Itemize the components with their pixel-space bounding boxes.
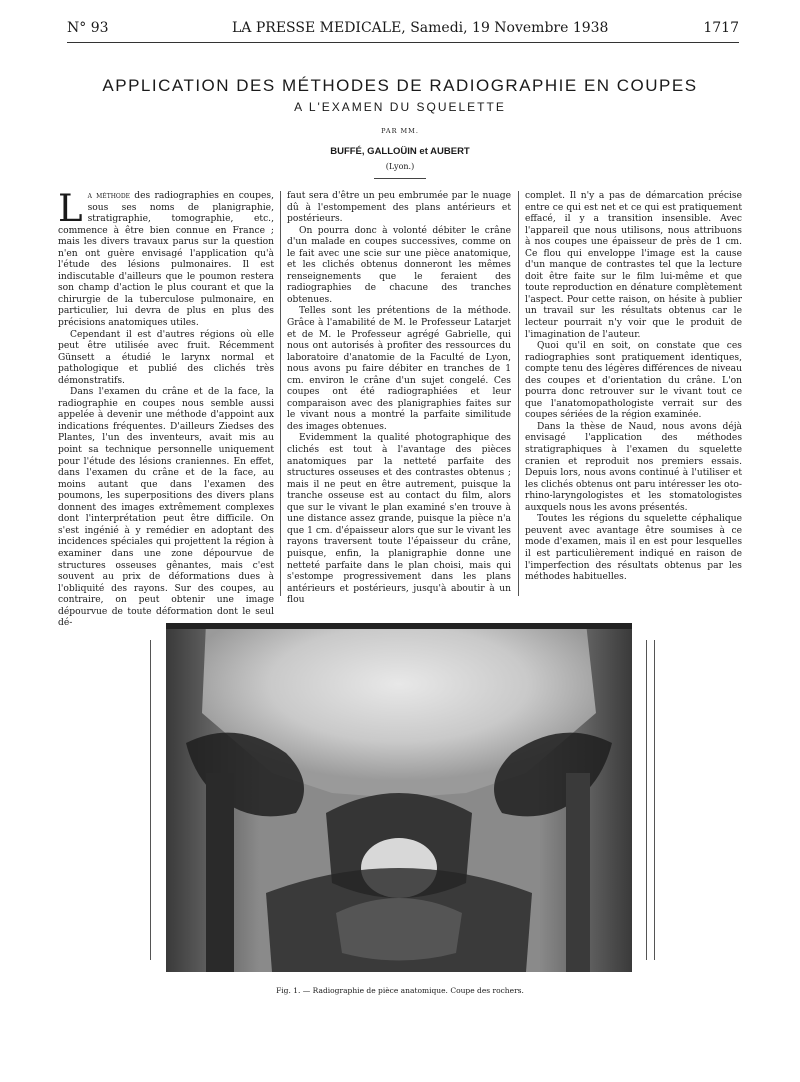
byline-par: PAR MM. — [381, 127, 419, 135]
author-location: (Lyon.) — [385, 162, 415, 171]
paragraph: Quoi qu'il en soit, on constate que ces radiographies sont pratiquement identiques, compte tenu des légères différences de niveau des coupes et d'orientation du crâne. L'on pourra donc retrouver sur le vivant tout ce que l'anatomopathologiste verrait sur des coupes sériées de la région examinée. — [525, 341, 742, 421]
paragraph: Evidemment la qualité photographique des clichés est tout à l'avantage des pièces anatomiques par la netteté parfaite des structures osseuses et des contrastes obtenus ; mais il ne peut en être autrement, puisque la tranche osseuse est au contact du film, alors que sur le vivant le plan examiné s'en trouve à une distance assez grande, puisque la pièce n'a que 1 cm. d'épaisseur alors que sur le vivant les rayons traversent toute l'épaisseur du crâne, puisque, enfin, la planigraphie donne une netteté parfaite dans le plan choisi, mais qui s'estompe progressivement dans les plans antérieurs et postérieurs, jusqu'à aboutir à un flou — [287, 433, 511, 606]
paragraph: On pourra donc à volonté débiter le crâne d'un malade en coupes successives, comme on le fait avec une scie sur une pièce anatomique, et les clichés obtenus donneront les mêmes renseignements que le feraient des radiographies de chacune des tranches obtenues. — [287, 225, 511, 305]
drop-cap: L — [58, 187, 83, 230]
column-divider — [280, 191, 281, 596]
issue-number: N° 93 — [67, 20, 109, 36]
paragraph: complet. Il n'y a pas de démarcation précise entre ce qui est net et ce qui est pratiquement effacé, il y a transition insensible. Avec l'appareil que nous utilisons, nous attribuons à nos coupes une épaisseur de près de 1 cm. Ce flou qui enveloppe l'image est la cause d'un manque de contrastes tel que la lecture doit être faite sur le film lui-même et que toute reproduction en dénature complètement l'aspect. Pour cette raison, on hésite à publier un travail sur les résultats obtenus car le lecteur pourrait n'y voir que le produit de l'imagination de l'auteur. — [525, 191, 742, 340]
text-column-2 — [287, 191, 511, 607]
paragraph: faut sera d'être un peu embrumée par le nuage dû à l'estompement des plans antérieurs et postérieurs. — [287, 191, 511, 225]
figure-side-rule — [654, 640, 655, 960]
journal-and-date: LA PRESSE MEDICALE, Samedi, 19 Novembre 1938 — [232, 20, 609, 36]
radiograph-figure — [166, 623, 632, 972]
running-header — [67, 20, 739, 43]
article-subtitle: A L'EXAMEN DU SQUELETTE — [294, 100, 506, 114]
lead-smallcaps: a méthode — [87, 191, 131, 201]
paragraph: Cependant il est d'autres régions où elle peut être utilisée avec fruit. Récemment Günsett a étudié le larynx normal et pathologique et publié des clichés très démonstratifs. — [58, 329, 274, 386]
column-divider — [518, 191, 519, 596]
paragraph: Dans la thèse de Naud, nous avons déjà envisagé l'application des méthodes stratigraphiques à l'examen du squelette cranien et reproduit nos premiers essais. Depuis lors, nous avons continué à l'utiliser et les clichés obtenus ont paru intéresser les oto-rhino-laryngologistes et les stomatologistes auxquels nous les avons présentés. — [525, 421, 742, 513]
paragraph: Toutes les régions du squelette céphalique peuvent avec avantage être soumises à ce mode d'examen, mais il en est pour lesquelles il est particulièrement indiqué en raison de l'imperfection des résultats obtenus par les méthodes habituelles. — [525, 514, 742, 583]
figure-side-rule — [150, 640, 151, 960]
radiograph-image — [166, 623, 632, 972]
paragraph: Dans l'examen du crâne et de la face, la radiographie en coupes nous semble aussi appelée à devenir une méthode d'appoint aux indications fréquentes. D'ailleurs Ziedses des Plantes, l'un des inventeurs, avait mis au point sa technique personnelle uniquement pour l'étude des lésions craniennes. En effet, dans l'examen du crâne et de la face, au moins autant que dans l'examen des poumons, les superpositions des divers plans donnent des images extrêmement complexes dont l'interprétation peut être difficile. On s'est ingénié à y remédier en adoptant des incidences spéciales qui projettent la région à examiner dans une zone dépourvue de structures osseuses gênantes, mais c'est souvent au prix de déformations dues à l'obliquité des rayons. Sur des coupes, au contraire, on peut obtenir une image dépourvue de toute déformation dont le seul dé- — [58, 387, 274, 629]
paragraph — [58, 187, 274, 330]
text-column-1 — [58, 187, 274, 630]
figure-caption: Fig. 1. — Radiographie de pièce anatomique. Coupe des rochers. — [276, 986, 524, 995]
article-authors: BUFFÉ, GALLOÜIN et AUBERT — [330, 146, 470, 157]
article-title: APPLICATION DES MÉTHODES DE RADIOGRAPHIE EN COUPES — [102, 76, 698, 95]
title-divider — [374, 178, 426, 179]
paragraph-text: des radiographies en coupes, sous ses noms de planigraphie, stratigraphie, tomographie, etc., commence à être bien connue en France ; mais les divers travaux parus sur la question n'en ont guère envisagé l'application qu'à l'étude des lésions pulmonaires. Il est indiscutable d'ailleurs que le poumon restera son champ d'action le plus courant et que la chirurgie de la tuberculose pulmonaire, en particulier, lui devra de plus en plus des précisions anatomiques utiles. — [58, 191, 274, 329]
text-column-3 — [525, 191, 742, 584]
page-number: 1717 — [703, 20, 739, 36]
figure-side-rule — [646, 640, 647, 960]
paragraph: Telles sont les prétentions de la méthode. Grâce à l'amabilité de M. le Professeur Latarjet et de M. le Professeur agrégé Gabrielle, qui nous ont autorisés à profiter des ressources du laboratoire d'anatomie de la Faculté de Lyon, nous avons pu faire débiter en tranches de 1 cm. environ le crâne d'un sujet congelé. Ces coupes ont été radiographiées et leur comparaison avec des planigraphies faites sur le vivant nous a montré la parfaite similitude des images obtenues. — [287, 306, 511, 432]
